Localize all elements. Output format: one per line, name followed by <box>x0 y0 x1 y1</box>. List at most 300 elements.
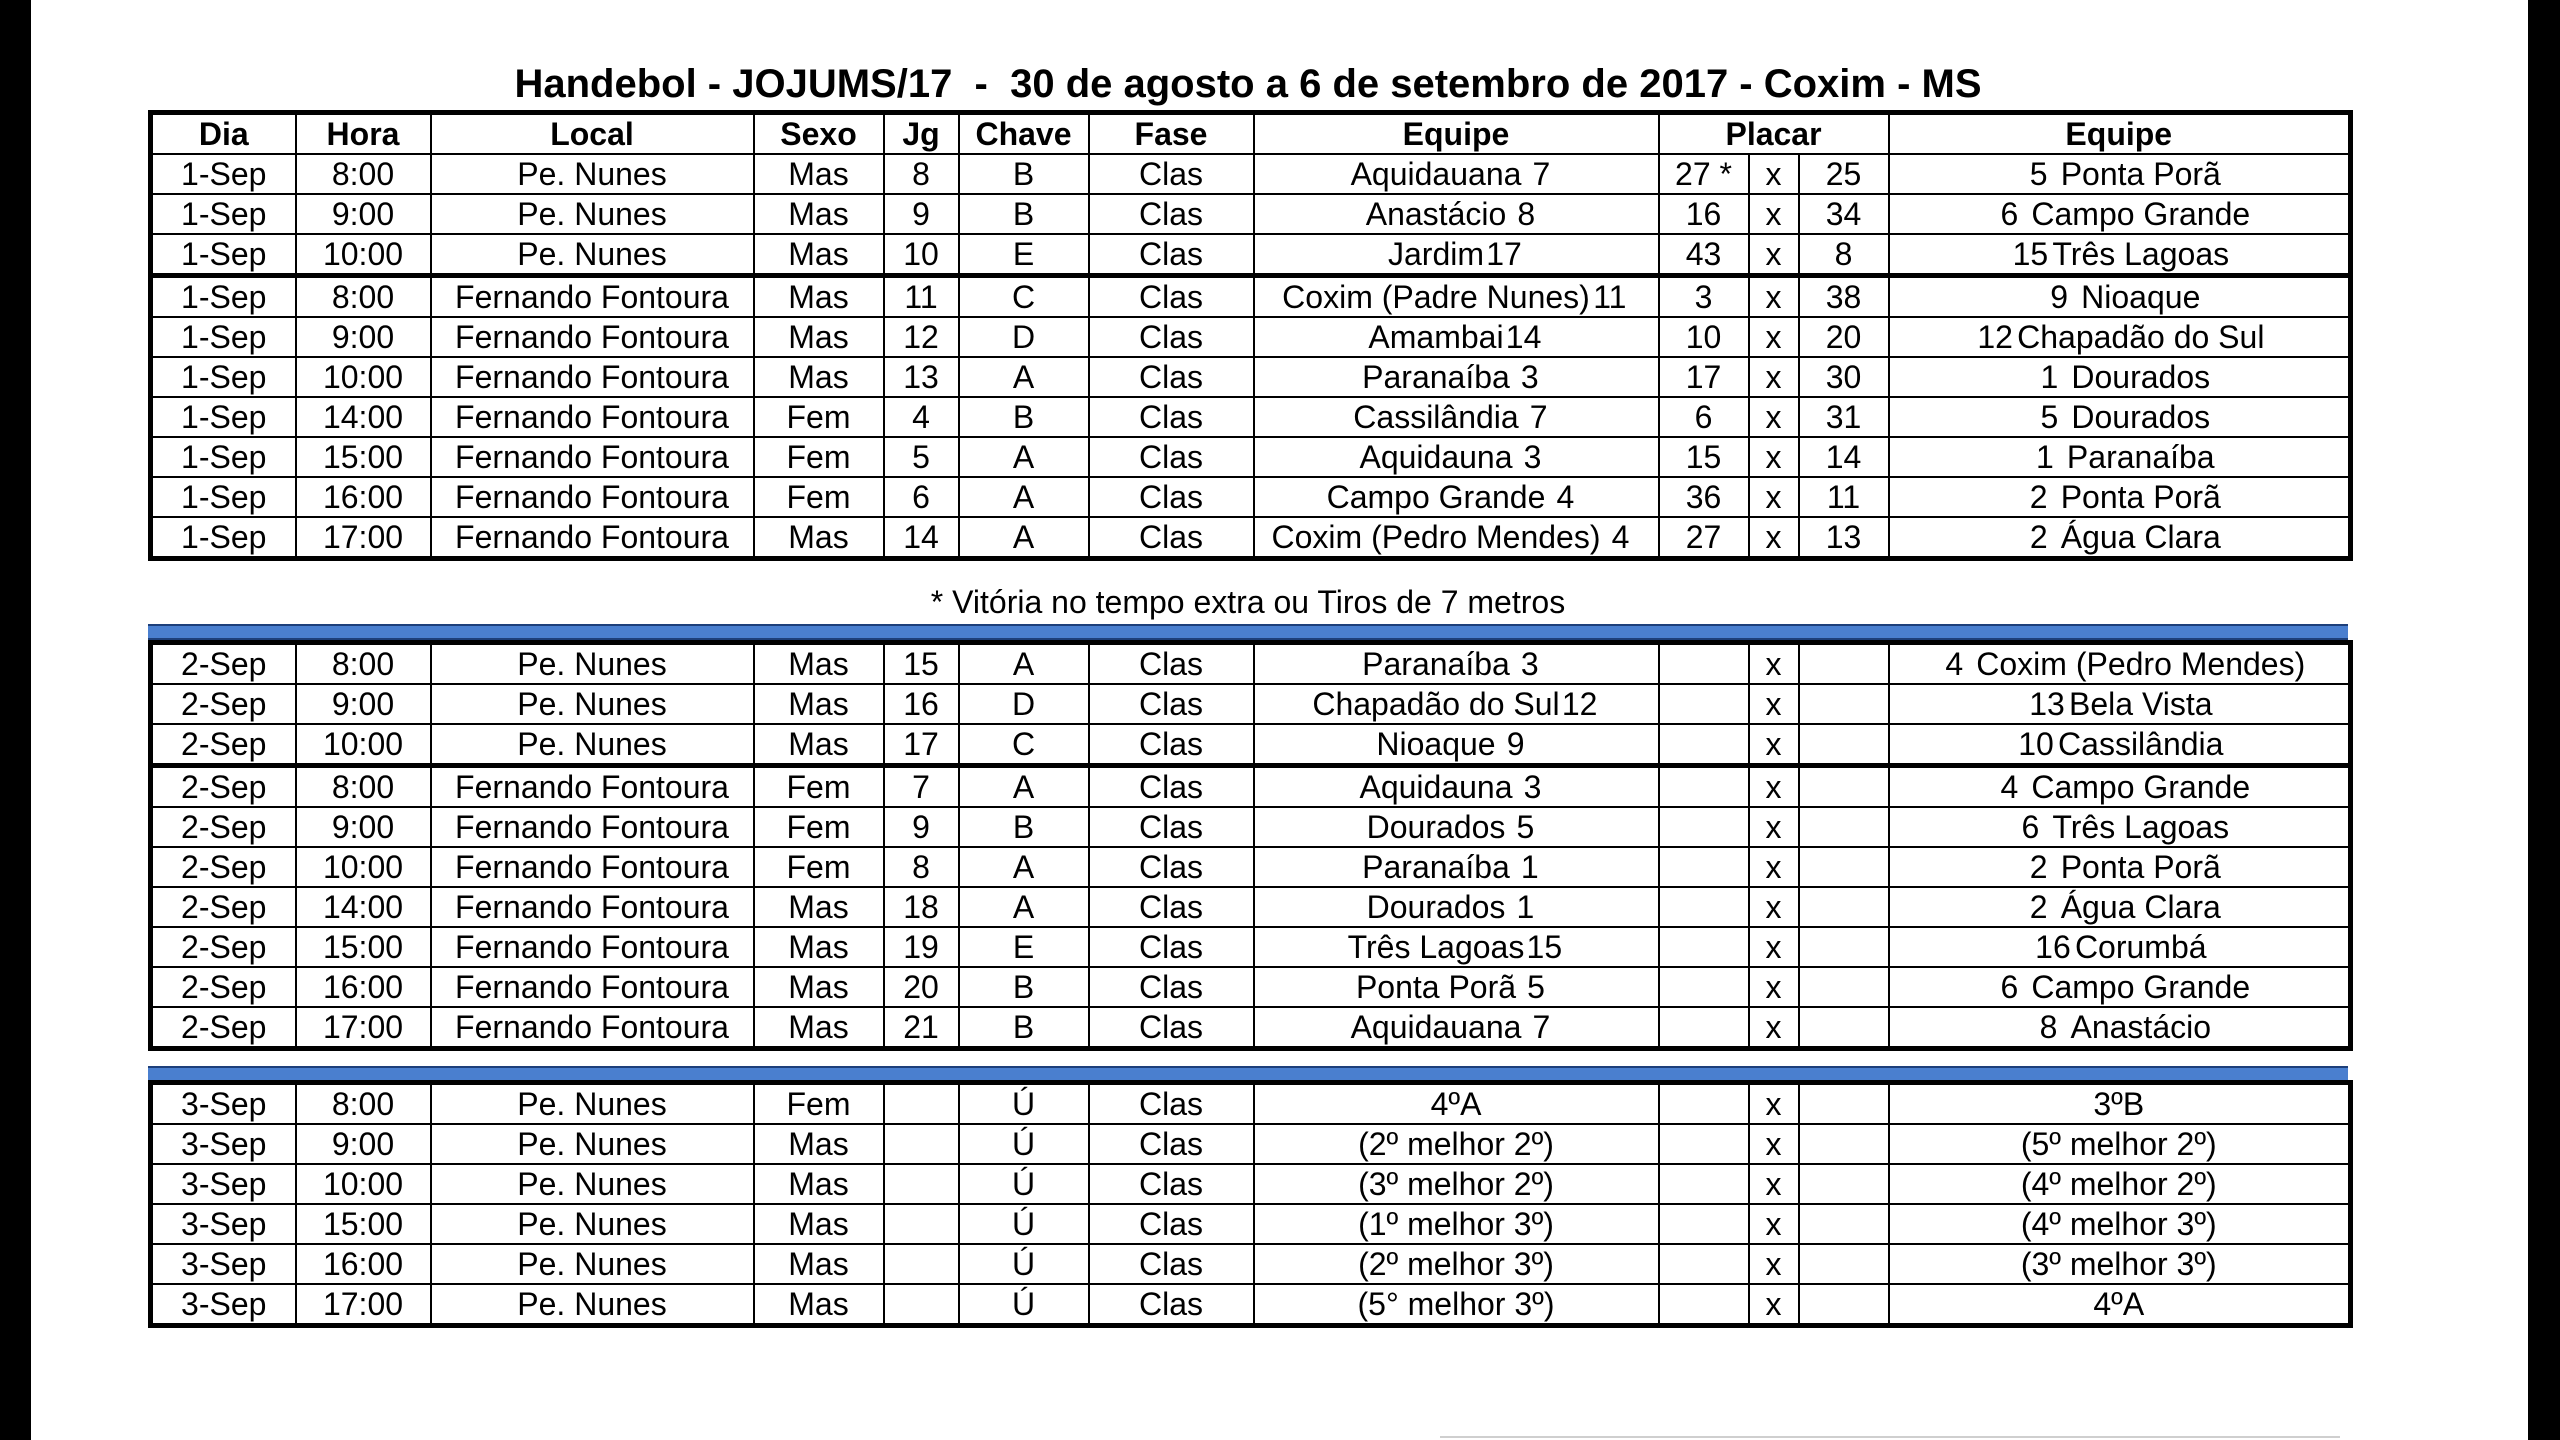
cell-fase: Clas <box>1089 1083 1254 1125</box>
cell-jg: 16 <box>884 684 959 724</box>
team-home-name: (3º melhor 2º) <box>1358 1166 1554 1202</box>
team-away-seed: 5 <box>2040 399 2059 435</box>
team-away-seed: 2 <box>2029 519 2048 555</box>
cell-hora: 14:00 <box>296 887 431 927</box>
cell-local: Fernando Fontoura <box>431 477 754 517</box>
cell-team-home <box>1254 397 1659 437</box>
team-home-name: Três Lagoas <box>1347 929 1525 965</box>
table-row <box>151 357 2351 397</box>
cell-dia: 1-Sep <box>151 154 296 194</box>
cell-chave: E <box>959 234 1089 276</box>
team-home-seed: 17 <box>1486 236 1522 272</box>
cell-score-away: 11 <box>1799 477 1889 517</box>
cell-team-away <box>1889 1244 2351 1284</box>
team-away-name: Três Lagoas <box>2052 236 2230 272</box>
header-equipe-home: Equipe <box>1254 113 1659 155</box>
team-home-name: Dourados <box>1366 889 1506 925</box>
team-away-name: 4ºA <box>2093 1286 2145 1322</box>
table-row <box>151 724 2351 766</box>
cell-hora: 17:00 <box>296 1007 431 1049</box>
cell-team-home <box>1254 766 1659 808</box>
schedule-table-day1 <box>148 110 2353 561</box>
cell-score-away <box>1799 1007 1889 1049</box>
team-away-seed: 12 <box>1977 319 2013 355</box>
team-away-seed: 15 <box>2012 236 2049 272</box>
cell-score-home <box>1659 807 1749 847</box>
cell-hora: 15:00 <box>296 437 431 477</box>
cell-sexo: Mas <box>754 517 884 559</box>
cell-vs: x <box>1749 1204 1799 1244</box>
cell-jg: 19 <box>884 927 959 967</box>
table-row <box>151 154 2351 194</box>
cell-hora: 15:00 <box>296 927 431 967</box>
cell-fase: Clas <box>1089 1244 1254 1284</box>
cell-jg: 18 <box>884 887 959 927</box>
cell-dia: 1-Sep <box>151 437 296 477</box>
cell-score-away <box>1799 1284 1889 1326</box>
cell-vs: x <box>1749 967 1799 1007</box>
footnote: * Vitória no tempo extra ou Tiros de 7 metros <box>930 584 1566 620</box>
table-row <box>151 847 2351 887</box>
cell-dia: 3-Sep <box>151 1083 296 1125</box>
cell-sexo: Mas <box>754 887 884 927</box>
table-row <box>151 517 2351 559</box>
cell-fase: Clas <box>1089 276 1254 318</box>
cell-vs: x <box>1749 766 1799 808</box>
cell-score-home: 6 <box>1659 397 1749 437</box>
team-away-name: (5º melhor 2º) <box>2020 1126 2217 1162</box>
team-home-name: Campo Grande <box>1326 479 1546 515</box>
cell-score-away <box>1799 684 1889 724</box>
cell-hora: 15:00 <box>296 1204 431 1244</box>
cell-dia: 1-Sep <box>151 317 296 357</box>
team-home-seed: 8 <box>1517 196 1536 232</box>
cell-local: Fernando Fontoura <box>431 927 754 967</box>
table-row <box>151 1164 2351 1204</box>
cell-hora: 10:00 <box>296 357 431 397</box>
cell-dia: 1-Sep <box>151 194 296 234</box>
cell-hora: 16:00 <box>296 1244 431 1284</box>
cell-team-home <box>1254 154 1659 194</box>
cell-chave: Ú <box>959 1284 1089 1326</box>
cell-local: Fernando Fontoura <box>431 437 754 477</box>
cell-chave: C <box>959 724 1089 766</box>
cell-team-away <box>1889 317 2351 357</box>
team-home-name: Aquidauana <box>1350 156 1522 192</box>
cell-score-away: 8 <box>1799 234 1889 276</box>
cell-team-home <box>1254 276 1659 318</box>
team-home-name: Ponta Porã <box>1355 969 1517 1005</box>
team-home-name: Amambai <box>1368 319 1504 355</box>
cell-score-home <box>1659 1244 1749 1284</box>
cell-local: Fernando Fontoura <box>431 276 754 318</box>
team-away-seed: 6 <box>2021 809 2040 845</box>
cell-chave: D <box>959 684 1089 724</box>
cell-dia: 2-Sep <box>151 887 296 927</box>
cell-vs: x <box>1749 1083 1799 1125</box>
cell-jg <box>884 1284 959 1326</box>
cell-local: Pe. Nunes <box>431 1244 754 1284</box>
cell-local: Pe. Nunes <box>431 724 754 766</box>
cell-vs: x <box>1749 194 1799 234</box>
table-row <box>151 807 2351 847</box>
cell-jg: 4 <box>884 397 959 437</box>
cell-dia: 2-Sep <box>151 847 296 887</box>
cell-jg <box>884 1204 959 1244</box>
cell-jg: 17 <box>884 724 959 766</box>
cell-score-away <box>1799 1083 1889 1125</box>
cell-team-home <box>1254 927 1659 967</box>
team-away-seed: 1 <box>2040 359 2059 395</box>
team-home-seed: 1 <box>1516 889 1535 925</box>
cell-fase: Clas <box>1089 1124 1254 1164</box>
cell-hora: 10:00 <box>296 847 431 887</box>
cell-score-home <box>1659 766 1749 808</box>
cell-fase: Clas <box>1089 1164 1254 1204</box>
cell-chave: E <box>959 927 1089 967</box>
cell-vs: x <box>1749 477 1799 517</box>
header-fase: Fase <box>1089 113 1254 155</box>
cell-jg: 9 <box>884 807 959 847</box>
cell-sexo: Fem <box>754 1083 884 1125</box>
cell-team-home <box>1254 1083 1659 1125</box>
team-away-seed: 9 <box>2050 279 2069 315</box>
cell-score-home <box>1659 1284 1749 1326</box>
cell-team-away <box>1889 1083 2351 1125</box>
cell-chave: A <box>959 437 1089 477</box>
cell-fase: Clas <box>1089 1007 1254 1049</box>
table-row <box>151 927 2351 967</box>
cell-local: Fernando Fontoura <box>431 887 754 927</box>
table-row <box>151 194 2351 234</box>
team-away-name: Água Clara <box>2060 889 2221 925</box>
cell-team-away <box>1889 194 2351 234</box>
cell-score-home: 36 <box>1659 477 1749 517</box>
footer-rule <box>1440 1436 2340 1438</box>
cell-team-away <box>1889 1124 2351 1164</box>
cell-dia: 2-Sep <box>151 927 296 967</box>
team-away-name: Bela Vista <box>2069 686 2213 722</box>
cell-chave: D <box>959 317 1089 357</box>
cell-vs: x <box>1749 154 1799 194</box>
cell-fase: Clas <box>1089 1284 1254 1326</box>
cell-team-away <box>1889 684 2351 724</box>
cell-chave: B <box>959 154 1089 194</box>
cell-sexo: Fem <box>754 847 884 887</box>
cell-fase: Clas <box>1089 887 1254 927</box>
schedule-table-day2 <box>148 640 2353 1051</box>
cell-vs: x <box>1749 317 1799 357</box>
table-row <box>151 766 2351 808</box>
cell-local: Pe. Nunes <box>431 1124 754 1164</box>
team-away-name: Cassilândia <box>2058 726 2224 762</box>
cell-score-away: 30 <box>1799 357 1889 397</box>
cell-dia: 3-Sep <box>151 1204 296 1244</box>
cell-local: Fernando Fontoura <box>431 847 754 887</box>
cell-chave: A <box>959 847 1089 887</box>
team-home-name: Dourados <box>1366 809 1506 845</box>
cell-sexo: Fem <box>754 477 884 517</box>
team-away-name: (4º melhor 2º) <box>2020 1166 2217 1202</box>
cell-local: Pe. Nunes <box>431 1284 754 1326</box>
cell-vs: x <box>1749 1284 1799 1326</box>
cell-vs: x <box>1749 437 1799 477</box>
team-away-seed: 5 <box>2029 156 2048 192</box>
cell-score-away <box>1799 724 1889 766</box>
team-away-name: Três Lagoas <box>2052 809 2230 845</box>
cell-dia: 2-Sep <box>151 1007 296 1049</box>
cell-team-away <box>1889 276 2351 318</box>
cell-chave: A <box>959 517 1089 559</box>
cell-hora: 9:00 <box>296 807 431 847</box>
cell-fase: Clas <box>1089 234 1254 276</box>
header-local: Local <box>431 113 754 155</box>
table-row <box>151 477 2351 517</box>
cell-team-away <box>1889 397 2351 437</box>
cell-jg: 6 <box>884 477 959 517</box>
cell-local: Pe. Nunes <box>431 1204 754 1244</box>
cell-dia: 2-Sep <box>151 684 296 724</box>
cell-team-away <box>1889 1164 2351 1204</box>
cell-vs: x <box>1749 927 1799 967</box>
table-row <box>151 276 2351 318</box>
team-away-seed: 4 <box>1945 646 1964 682</box>
cell-hora: 10:00 <box>296 724 431 766</box>
cell-jg: 8 <box>884 154 959 194</box>
team-away-name: Campo Grande <box>2031 769 2251 805</box>
cell-jg: 11 <box>884 276 959 318</box>
team-away-seed: 6 <box>2000 969 2019 1005</box>
cell-fase: Clas <box>1089 517 1254 559</box>
cell-fase: Clas <box>1089 397 1254 437</box>
table-header-row <box>151 113 2351 155</box>
cell-chave: Ú <box>959 1244 1089 1284</box>
table-row <box>151 887 2351 927</box>
cell-team-home <box>1254 317 1659 357</box>
cell-jg: 7 <box>884 766 959 808</box>
cell-jg <box>884 1083 959 1125</box>
cell-team-home <box>1254 1284 1659 1326</box>
cell-score-away: 14 <box>1799 437 1889 477</box>
cell-score-home <box>1659 927 1749 967</box>
cell-local: Pe. Nunes <box>431 1164 754 1204</box>
right-black-edge <box>2528 0 2560 1440</box>
table-row <box>151 684 2351 724</box>
cell-fase: Clas <box>1089 724 1254 766</box>
cell-team-away <box>1889 724 2351 766</box>
cell-dia: 1-Sep <box>151 357 296 397</box>
cell-chave: B <box>959 397 1089 437</box>
cell-hora: 9:00 <box>296 194 431 234</box>
cell-hora: 17:00 <box>296 1284 431 1326</box>
cell-dia: 3-Sep <box>151 1284 296 1326</box>
cell-score-away: 25 <box>1799 154 1889 194</box>
cell-jg <box>884 1244 959 1284</box>
team-home-name: Cassilândia <box>1353 399 1519 435</box>
cell-chave: Ú <box>959 1083 1089 1125</box>
cell-hora: 9:00 <box>296 684 431 724</box>
cell-fase: Clas <box>1089 847 1254 887</box>
cell-team-home <box>1254 643 1659 685</box>
header-sexo: Sexo <box>754 113 884 155</box>
cell-team-home <box>1254 847 1659 887</box>
team-home-name: Chapadão do Sul <box>1312 686 1560 722</box>
cell-team-home <box>1254 194 1659 234</box>
cell-local: Pe. Nunes <box>431 234 754 276</box>
cell-fase: Clas <box>1089 194 1254 234</box>
cell-hora: 14:00 <box>296 397 431 437</box>
team-away-name: Anastácio <box>2070 1009 2212 1045</box>
team-home-name: Coxim (Padre Nunes) <box>1282 279 1590 315</box>
cell-score-home: 27 * <box>1659 154 1749 194</box>
team-home-seed: 7 <box>1529 399 1548 435</box>
cell-team-away <box>1889 357 2351 397</box>
team-away-name: Chapadão do Sul <box>2017 319 2265 355</box>
cell-score-home: 16 <box>1659 194 1749 234</box>
cell-jg: 14 <box>884 517 959 559</box>
cell-chave: A <box>959 643 1089 685</box>
cell-sexo: Mas <box>754 1284 884 1326</box>
cell-score-home <box>1659 1164 1749 1204</box>
section-divider-band <box>148 624 2348 640</box>
cell-hora: 17:00 <box>296 517 431 559</box>
team-away-seed: 10 <box>2018 726 2054 762</box>
cell-local: Fernando Fontoura <box>431 967 754 1007</box>
cell-team-home <box>1254 684 1659 724</box>
cell-score-away <box>1799 927 1889 967</box>
cell-local: Pe. Nunes <box>431 684 754 724</box>
cell-chave: A <box>959 357 1089 397</box>
cell-local: Fernando Fontoura <box>431 1007 754 1049</box>
team-away-seed: 2 <box>2029 889 2048 925</box>
cell-vs: x <box>1749 847 1799 887</box>
team-away-seed: 6 <box>2000 196 2019 232</box>
team-away-name: Nioaque <box>2081 279 2201 315</box>
table-row <box>151 1284 2351 1326</box>
cell-fase: Clas <box>1089 437 1254 477</box>
cell-score-home <box>1659 684 1749 724</box>
team-away-seed: 13 <box>2029 686 2065 722</box>
cell-team-home <box>1254 1164 1659 1204</box>
cell-chave: Ú <box>959 1164 1089 1204</box>
team-home-name: (1º melhor 3º) <box>1358 1206 1554 1242</box>
table-row <box>151 397 2351 437</box>
cell-team-home <box>1254 967 1659 1007</box>
cell-score-away <box>1799 887 1889 927</box>
team-home-seed: 7 <box>1532 1009 1551 1045</box>
team-home-seed: 4 <box>1556 479 1575 515</box>
cell-hora: 10:00 <box>296 234 431 276</box>
cell-sexo: Mas <box>754 194 884 234</box>
cell-local: Fernando Fontoura <box>431 766 754 808</box>
cell-score-home: 17 <box>1659 357 1749 397</box>
team-home-name: Anastácio <box>1365 196 1507 232</box>
table-row <box>151 437 2351 477</box>
team-away-seed: 1 <box>2036 439 2054 475</box>
table-row <box>151 1204 2351 1244</box>
cell-hora: 8:00 <box>296 154 431 194</box>
team-away-name: Água Clara <box>2060 519 2221 555</box>
cell-sexo: Mas <box>754 1124 884 1164</box>
team-away-seed: 2 <box>2029 479 2048 515</box>
cell-hora: 10:00 <box>296 1164 431 1204</box>
team-home-name: Paranaíba <box>1362 646 1510 682</box>
cell-vs: x <box>1749 724 1799 766</box>
team-away-seed: 8 <box>2039 1009 2058 1045</box>
team-home-seed: 12 <box>1561 686 1598 722</box>
cell-vs: x <box>1749 1164 1799 1204</box>
cell-hora: 9:00 <box>296 1124 431 1164</box>
team-home-name: Jardim <box>1387 236 1484 272</box>
cell-vs: x <box>1749 1124 1799 1164</box>
cell-hora: 8:00 <box>296 766 431 808</box>
cell-fase: Clas <box>1089 317 1254 357</box>
cell-score-away: 38 <box>1799 276 1889 318</box>
table-row <box>151 317 2351 357</box>
cell-chave: C <box>959 276 1089 318</box>
cell-team-away <box>1889 437 2351 477</box>
cell-local: Fernando Fontoura <box>431 397 754 437</box>
team-away-name: Dourados <box>2071 399 2211 435</box>
cell-jg: 9 <box>884 194 959 234</box>
team-home-seed: 3 <box>1523 439 1542 475</box>
cell-team-home <box>1254 517 1659 559</box>
cell-dia: 3-Sep <box>151 1124 296 1164</box>
team-home-seed: 15 <box>1526 929 1563 965</box>
cell-chave: B <box>959 194 1089 234</box>
cell-hora: 9:00 <box>296 317 431 357</box>
table-row <box>151 1244 2351 1284</box>
cell-hora: 16:00 <box>296 477 431 517</box>
cell-fase: Clas <box>1089 766 1254 808</box>
team-home-name: (5° melhor 3º) <box>1357 1286 1555 1322</box>
cell-local: Pe. Nunes <box>431 643 754 685</box>
cell-score-home: 43 <box>1659 234 1749 276</box>
cell-jg: 8 <box>884 847 959 887</box>
cell-sexo: Mas <box>754 317 884 357</box>
team-away-name: Ponta Porã <box>2060 849 2221 885</box>
cell-dia: 2-Sep <box>151 643 296 685</box>
team-away-seed: 16 <box>2035 929 2071 965</box>
cell-team-away <box>1889 807 2351 847</box>
cell-team-away <box>1889 927 2351 967</box>
cell-sexo: Fem <box>754 807 884 847</box>
cell-sexo: Mas <box>754 1007 884 1049</box>
team-away-name: (3º melhor 3º) <box>2020 1246 2217 1282</box>
cell-score-away <box>1799 847 1889 887</box>
team-home-seed: 4 <box>1611 519 1630 555</box>
cell-score-home: 10 <box>1659 317 1749 357</box>
cell-team-away <box>1889 154 2351 194</box>
team-away-name: (4º melhor 3º) <box>2020 1206 2217 1242</box>
left-black-edge <box>0 0 31 1440</box>
cell-sexo: Fem <box>754 766 884 808</box>
cell-local: Pe. Nunes <box>431 194 754 234</box>
cell-chave: B <box>959 967 1089 1007</box>
cell-score-home <box>1659 1204 1749 1244</box>
cell-team-away <box>1889 234 2351 276</box>
cell-chave: A <box>959 477 1089 517</box>
header-placar: Placar <box>1659 113 1889 155</box>
cell-local: Fernando Fontoura <box>431 317 754 357</box>
cell-vs: x <box>1749 684 1799 724</box>
cell-local: Pe. Nunes <box>431 154 754 194</box>
team-away-name: Ponta Porã <box>2060 479 2221 515</box>
cell-score-away: 31 <box>1799 397 1889 437</box>
cell-jg <box>884 1124 959 1164</box>
team-home-name: 4ºA <box>1430 1086 1482 1122</box>
cell-score-away <box>1799 643 1889 685</box>
